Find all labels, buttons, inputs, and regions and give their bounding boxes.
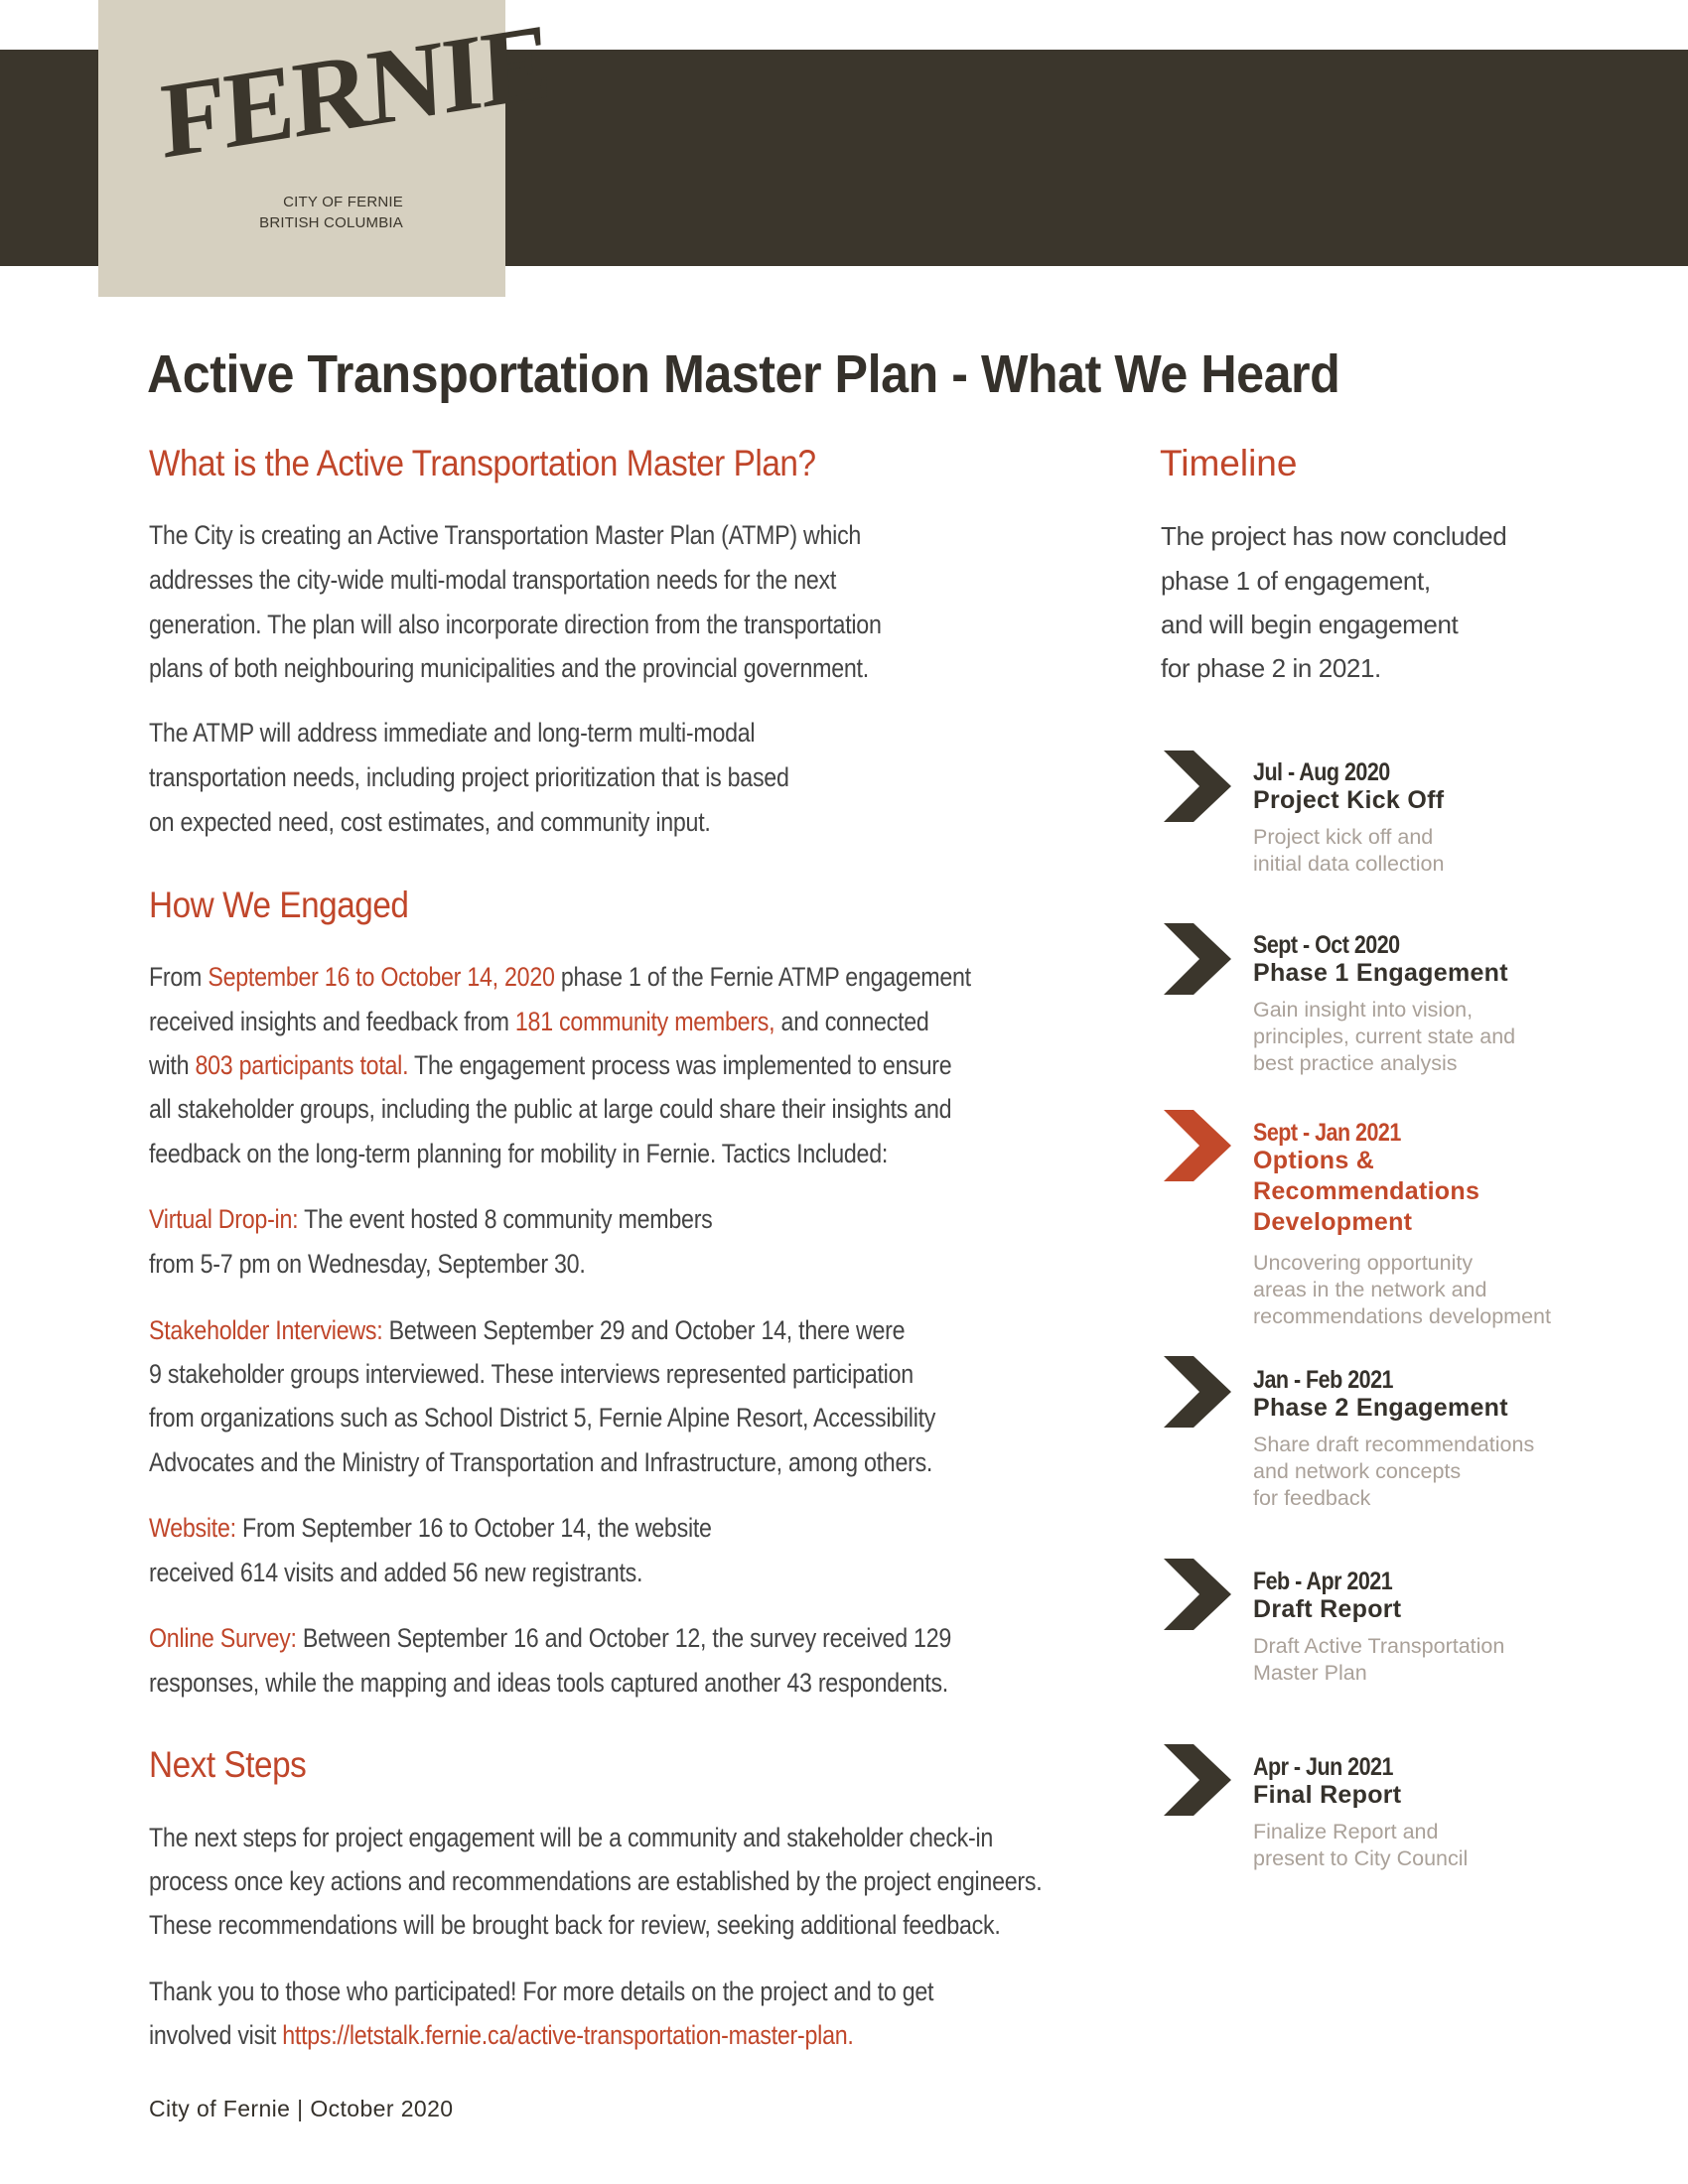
what-is-line: addresses the city-wide multi-modal transportation needs for the next	[149, 565, 837, 595]
chevron-right-icon	[1164, 1356, 1231, 1428]
thanks-line	[149, 2022, 854, 2049]
tactic-label: Virtual Drop-in:	[149, 1204, 299, 1234]
timeline-desc: recommendations development	[1253, 1304, 1551, 1328]
heading-what-is: What is the Active Transportation Master Plan?	[149, 443, 816, 483]
timeline-desc: Draft Active Transportation	[1253, 1634, 1505, 1658]
text: Between September 16 and October 12, the survey received 129	[296, 1623, 952, 1653]
timeline-date: Feb - Apr 2021	[1253, 1568, 1393, 1595]
timeline-desc: Gain insight into vision,	[1253, 998, 1474, 1022]
tactic-line: 9 stakeholder groups interviewed. These interviews represented participation	[149, 1359, 914, 1389]
text: The event hosted 8 community members	[298, 1204, 713, 1234]
next-steps-line: These recommendations will be brought back for review, seeking additional feedback.	[149, 1910, 1001, 1940]
what-is-line: The ATMP will address immediate and long-term multi-modal	[149, 718, 756, 748]
what-is-line: generation. The plan will also incorporate direction from the transportation	[149, 610, 882, 639]
page-title: Active Transportation Master Plan - What We Heard	[147, 344, 1340, 404]
what-is-line: The City is creating an Active Transportation Master Plan (ATMP) which	[149, 520, 862, 550]
what-is-line: plans of both neighbouring municipalities and the provincial government.	[149, 653, 869, 683]
timeline-intro-line: phase 1 of engagement,	[1161, 566, 1431, 596]
logo	[98, 0, 553, 297]
engaged-line: all stakeholder groups, including the public at large could share their insights and	[149, 1094, 952, 1124]
tactic-label: Website:	[149, 1513, 236, 1543]
footer: City of Fernie | October 2020	[149, 2096, 454, 2121]
timeline-desc: areas in the network and	[1253, 1278, 1487, 1301]
tactic-website	[149, 1515, 712, 1542]
tactic-line: from organizations such as School District 5, Fernie Alpine Resort, Accessibility	[149, 1403, 936, 1433]
engagement-dates: September 16 to October 14, 2020	[208, 962, 555, 992]
timeline-desc: principles, current state and	[1253, 1024, 1516, 1048]
project-link[interactable]: https://letstalk.fernie.ca/active-transportation-master-plan.	[282, 2020, 854, 2050]
logo-wordmark: FERNIE	[158, 1, 553, 183]
next-steps-line: process once key actions and recommendations are established by the project engineers.	[149, 1866, 1043, 1896]
text: involved visit	[149, 2020, 283, 2050]
thanks-line: Thank you to those who participated! For more details on the project and to get	[149, 1977, 934, 2006]
tactic-stakeholder-interviews	[149, 1317, 905, 1344]
timeline-desc: Share draft recommendations	[1253, 1433, 1535, 1456]
timeline-date: Jul - Aug 2020	[1253, 758, 1390, 786]
engaged-line: feedback on the long-term planning for mobility in Fernie. Tactics Included:	[149, 1139, 889, 1168]
heading-next-steps: Next Steps	[149, 1744, 307, 1785]
what-is-line: on expected need, cost estimates, and community input.	[149, 807, 711, 837]
next-steps-line: The next steps for project engagement will be a community and stakeholder check-in	[149, 1823, 994, 1852]
timeline-desc: present to City Council	[1253, 1846, 1469, 1870]
participants-total: 803 participants total.	[195, 1050, 409, 1080]
timeline-intro-line: The project has now concluded	[1161, 521, 1507, 551]
timeline-title: Recommendations	[1253, 1177, 1480, 1205]
tactic-virtual-dropin	[149, 1206, 713, 1233]
text: received insights and feedback from	[149, 1007, 515, 1036]
timeline-desc: Project kick off and	[1253, 825, 1434, 849]
timeline-title: Development	[1253, 1208, 1413, 1236]
engaged-line	[149, 1009, 929, 1035]
community-members-count: 181 community members,	[514, 1007, 775, 1036]
text: The engagement process was implemented to ensure	[408, 1050, 952, 1080]
timeline-date: Sept - Oct 2020	[1253, 931, 1400, 959]
chevron-right-icon	[1164, 1110, 1231, 1181]
timeline-desc: Finalize Report and	[1253, 1820, 1439, 1843]
tactic-line: Advocates and the Ministry of Transportation and Infrastructure, among others.	[149, 1447, 933, 1477]
engaged-line	[149, 1052, 951, 1079]
tactic-line: responses, while the mapping and ideas tools captured another 43 respondents.	[149, 1668, 949, 1698]
text: From	[149, 962, 209, 992]
chevron-right-icon	[1164, 923, 1231, 995]
timeline-desc: initial data collection	[1253, 852, 1445, 876]
timeline-date: Sept - Jan 2021	[1253, 1119, 1401, 1147]
text: phase 1 of the Fernie ATMP engagement	[554, 962, 971, 992]
chevron-right-icon	[1164, 751, 1231, 822]
tactic-label: Stakeholder Interviews:	[149, 1315, 383, 1345]
heading-how-we-engaged: How We Engaged	[149, 885, 409, 925]
heading-timeline: Timeline	[1160, 443, 1298, 483]
tactic-online-survey	[149, 1625, 951, 1652]
text: with	[149, 1050, 196, 1080]
text: From September 16 to October 14, the website	[235, 1513, 712, 1543]
timeline-title: Draft Report	[1253, 1595, 1402, 1623]
tactic-line: from 5-7 pm on Wednesday, September 30.	[149, 1249, 586, 1279]
chevron-right-icon	[1164, 1559, 1231, 1630]
timeline-desc: Master Plan	[1253, 1661, 1367, 1685]
tactic-line: received 614 visits and added 56 new registrants.	[149, 1558, 643, 1587]
timeline-title: Phase 2 Engagement	[1253, 1394, 1508, 1422]
timeline-title: Final Report	[1253, 1781, 1402, 1809]
timeline-intro-line: and will begin engagement	[1161, 610, 1459, 639]
timeline-date: Jan - Feb 2021	[1253, 1366, 1393, 1394]
timeline-title: Phase 1 Engagement	[1253, 959, 1508, 987]
tactic-label: Online Survey:	[149, 1623, 297, 1653]
timeline-desc: Uncovering opportunity	[1253, 1251, 1474, 1275]
timeline-desc: best practice analysis	[1253, 1051, 1458, 1075]
logo-subtitle-province: BRITISH COLUMBIA	[259, 214, 403, 231]
logo-subtitle-city: CITY OF FERNIE	[283, 194, 403, 210]
timeline-desc: and network concepts	[1253, 1459, 1462, 1483]
timeline-title: Options &	[1253, 1147, 1375, 1174]
chevron-right-icon	[1164, 1744, 1231, 1816]
what-is-line: transportation needs, including project prioritization that is based	[149, 762, 789, 792]
timeline-title: Project Kick Off	[1253, 786, 1445, 814]
timeline-date: Apr - Jun 2021	[1253, 1753, 1393, 1781]
text: Between September 29 and October 14, there were	[382, 1315, 906, 1345]
engaged-line	[149, 964, 971, 991]
timeline-desc: for feedback	[1253, 1486, 1371, 1510]
text: and connected	[774, 1007, 929, 1036]
timeline-intro-line: for phase 2 in 2021.	[1161, 653, 1381, 683]
